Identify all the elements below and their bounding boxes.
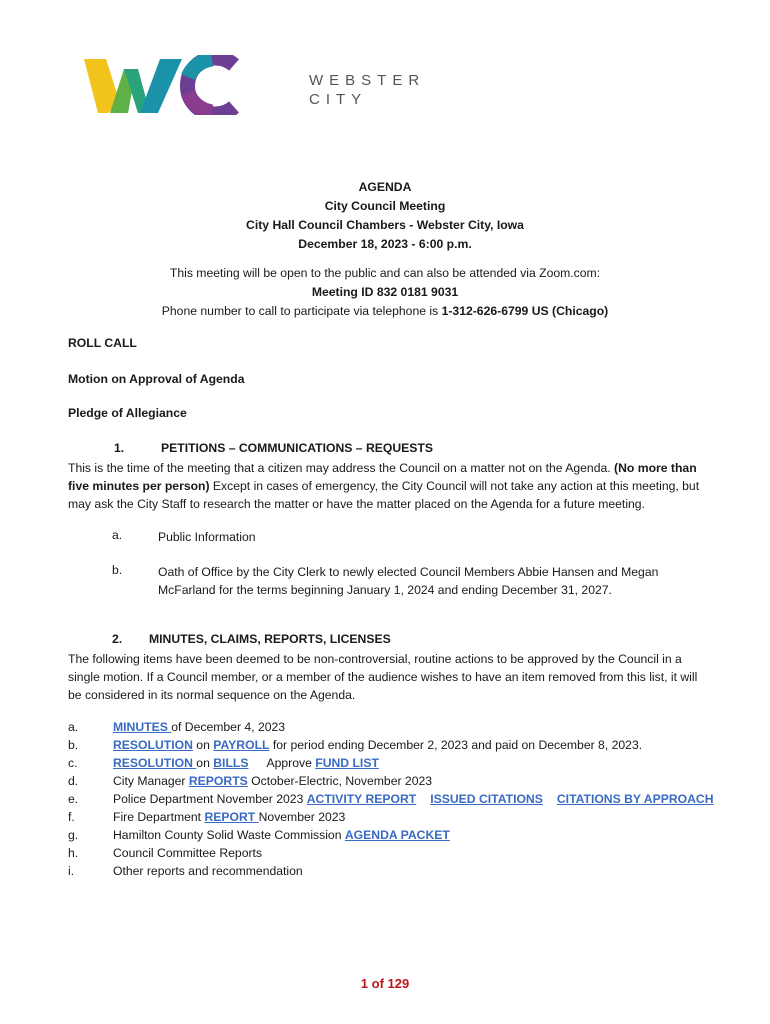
webster-city-logo (84, 55, 426, 115)
roll-call-heading: ROLL CALL (68, 336, 137, 350)
phone-line (0, 302, 770, 321)
item-text: on (192, 738, 214, 752)
list-item (68, 718, 728, 736)
item-text: Hamilton County Solid Waste Commission (113, 828, 345, 842)
list-item (68, 754, 728, 772)
zoom-line: This meeting will be open to the public and can also be attended via Zoom.com: (169, 266, 601, 280)
agenda-title: AGENDA (358, 180, 412, 194)
item-letter: a. (68, 720, 79, 734)
item-text: Other reports and recommendation (113, 864, 303, 878)
section2-intro: The following items have been deemed to be non-controversial, routine actions to be approved by the Council in a single motion. If a Council member, or a member of the audience wishes to have an item removed from this list, it will be considered in its normal sequence on the Agenda. (68, 652, 698, 702)
item-letter: f. (68, 810, 75, 824)
section1-item-a-letter: a. (112, 528, 123, 542)
item-text: City Manager (113, 774, 189, 788)
list-item (68, 862, 728, 880)
logo-wordmark (309, 71, 425, 109)
agenda-packet-link[interactable]: AGENDA PACKET (344, 828, 450, 842)
logo-wordmark-line2: CITY (309, 91, 368, 108)
section1-item-b-letter: b. (112, 563, 123, 577)
phone-number: 1-312-626-6799 US (Chicago) (441, 304, 609, 318)
list-item (68, 772, 728, 790)
wc-logo-mark (84, 55, 299, 115)
meeting-id: Meeting ID 832 0181 9031 (311, 285, 459, 299)
section1-intro-post: Except in cases of emergency, the City Council will not take any action at this meeting, but may ask the City Staff to research the matter or have the matter placed on the Agenda for a future meeting. (68, 479, 700, 511)
fire-report-link[interactable]: REPORT (204, 810, 259, 824)
item-text: for period ending December 2, 2023 and paid on December 8, 2023. (269, 738, 643, 752)
section1-number: 1. (114, 441, 125, 455)
item-text: Police Department November 2023 (113, 792, 307, 806)
activity-report-link[interactable]: ACTIVITY REPORT (306, 792, 417, 806)
consent-items-list (68, 718, 728, 880)
city-manager-reports-link[interactable]: REPORTS (188, 774, 248, 788)
section1-intro-bold: (No more than five minutes per person) (68, 461, 697, 493)
motion-heading: Motion on Approval of Agenda (68, 372, 245, 386)
section2-title: MINUTES, CLAIMS, REPORTS, LICENSES (149, 632, 391, 646)
zoom-info (0, 264, 770, 321)
item-letter: b. (68, 738, 79, 752)
agenda-subtitle: City Council Meeting (324, 199, 446, 213)
list-item (68, 826, 728, 844)
resolution-bills-link[interactable]: RESOLUTION (113, 756, 197, 770)
list-item (68, 736, 728, 754)
list-item (68, 790, 728, 808)
section1-intro-pre: This is the time of the meeting that a citizen may address the Council on a matter not on the Agenda. (68, 461, 615, 475)
agenda-datetime: December 18, 2023 - 6:00 p.m. (298, 237, 472, 251)
section2-number: 2. (112, 632, 123, 646)
section1-title: PETITIONS – COMMUNICATIONS – REQUESTS (161, 441, 433, 455)
page-number: 1 of 129 (360, 976, 410, 991)
citations-by-approach-link[interactable]: CITATIONS BY APPROACH (556, 792, 714, 806)
section1-item-a-text: Public Information (158, 530, 256, 544)
list-item (68, 808, 728, 826)
list-item (68, 844, 728, 862)
fund-list-link[interactable]: FUND LIST (315, 756, 379, 770)
item-text: Approve (266, 756, 316, 770)
logo-wordmark-line1: WEBSTER (309, 72, 426, 89)
item-text: November 2023 (258, 810, 346, 824)
item-text: Council Committee Reports (113, 846, 263, 860)
minutes-link[interactable]: MINUTES (113, 720, 172, 734)
item-letter: e. (68, 792, 79, 806)
issued-citations-link[interactable]: ISSUED CITATIONS (430, 792, 543, 806)
item-letter: i. (68, 864, 75, 878)
item-text: Fire Department (113, 810, 205, 824)
section1-item-b-text: Oath of Office by the City Clerk to newly elected Council Members Abbie Hansen and Megan McFarland for the terms beginning January 1, 2024 and ending December 31, 2027. (158, 565, 659, 597)
item-letter: g. (68, 828, 79, 842)
item-letter: h. (68, 846, 79, 860)
item-text: October-Electric, November 2023 (247, 774, 433, 788)
item-letter: d. (68, 774, 79, 788)
section1-intro (68, 459, 708, 513)
pledge-heading: Pledge of Allegiance (68, 406, 187, 420)
payroll-link[interactable]: PAYROLL (213, 738, 270, 752)
phone-prefix: Phone number to call to participate via telephone is (161, 304, 442, 318)
agenda-location: City Hall Council Chambers - Webster City, Iowa (246, 218, 524, 232)
item-letter: c. (68, 756, 78, 770)
resolution-payroll-link[interactable]: RESOLUTION (113, 738, 193, 752)
bills-link[interactable]: BILLS (213, 756, 249, 770)
item-text: of December 4, 2023 (171, 720, 286, 734)
item-text: on (196, 756, 214, 770)
agenda-header (0, 178, 770, 254)
